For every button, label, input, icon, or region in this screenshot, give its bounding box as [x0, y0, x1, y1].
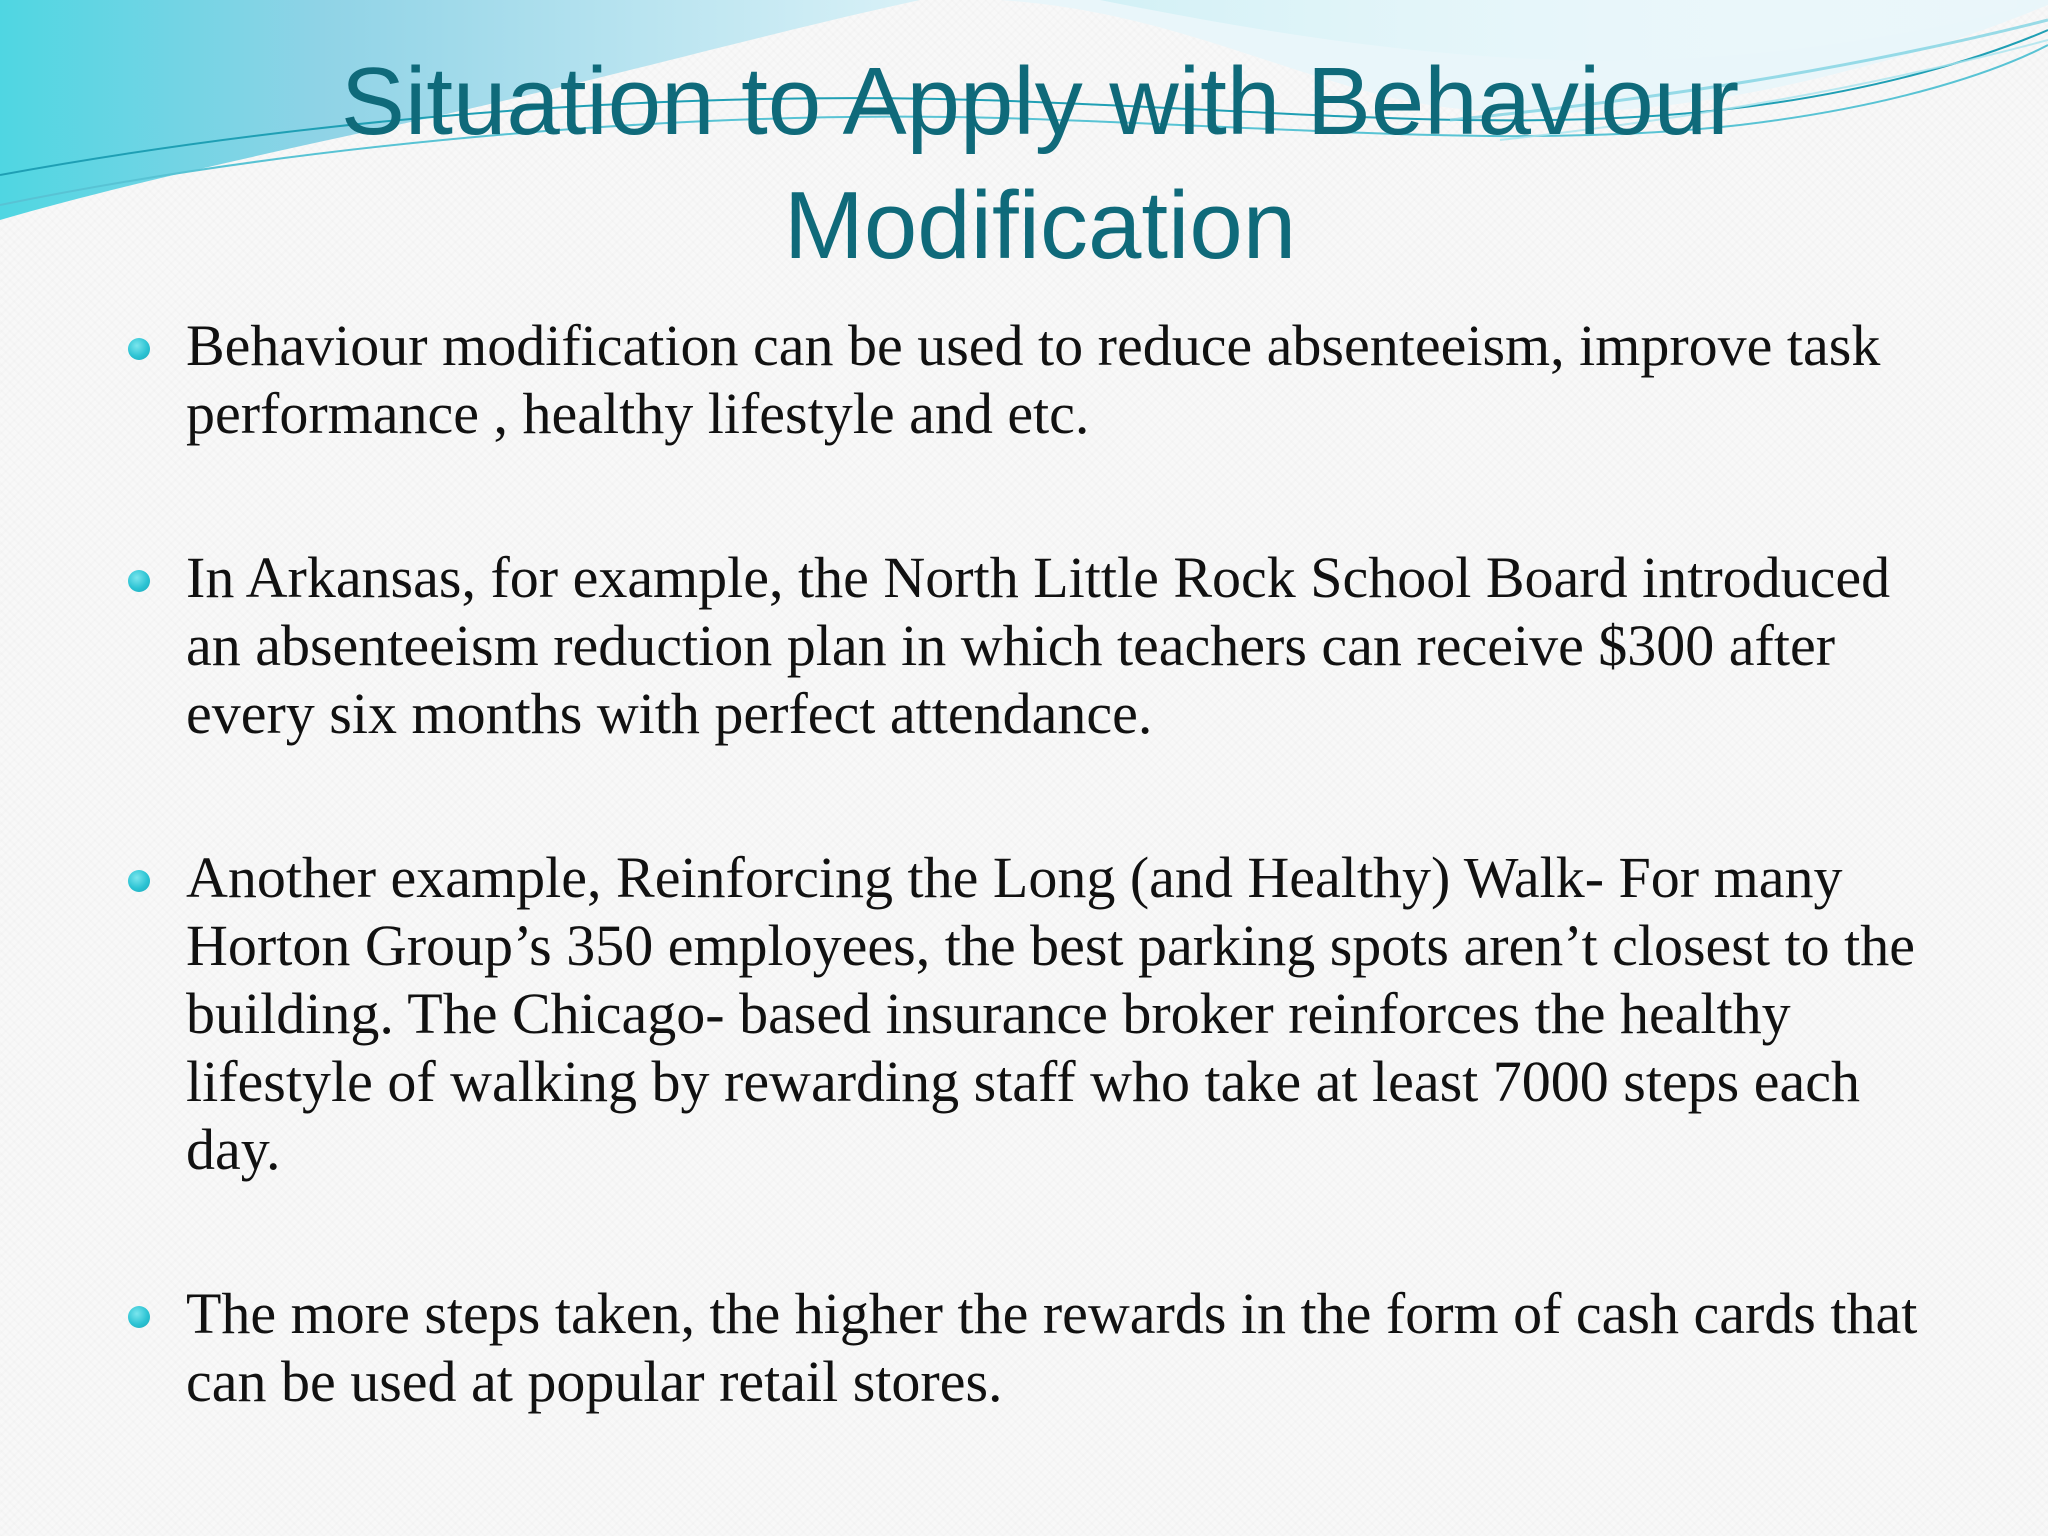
slide-title: Situation to Apply with Behaviour Modification — [340, 48, 1740, 279]
bullet-text: In Arkansas, for example, the North Little Rock School Board introduced an absenteeism reduction plan in which teachers can receive $300 after every six months with perfect attendance. — [186, 545, 1891, 746]
bullet-text: The more steps taken, the higher the rewards in the form of cash cards that can be used at popular retail stores. — [186, 1281, 1918, 1414]
bullet-dot-icon — [128, 570, 150, 592]
bullet-item — [128, 844, 1928, 1184]
bullet-item — [128, 1280, 1928, 1416]
bullet-text: Behaviour modification can be used to reduce absenteeism, improve task performance , healthy lifestyle and etc. — [186, 313, 1881, 446]
bullet-item — [128, 312, 1928, 448]
bullet-dot-icon — [128, 1306, 150, 1328]
bullet-text: Another example, Reinforcing the Long (and Healthy) Walk- For many Horton Group’s 350 employees, the best parking spots aren’t closest to the building. The Chicago- based insurance broker reinforces the healthy lifestyle of walking by rewarding staff who take at least 7000 steps each day. — [186, 845, 1915, 1182]
bullet-dot-icon — [128, 338, 150, 360]
bullet-item — [128, 544, 1928, 748]
bullet-list — [128, 312, 1928, 1416]
bullet-dot-icon — [128, 870, 150, 892]
